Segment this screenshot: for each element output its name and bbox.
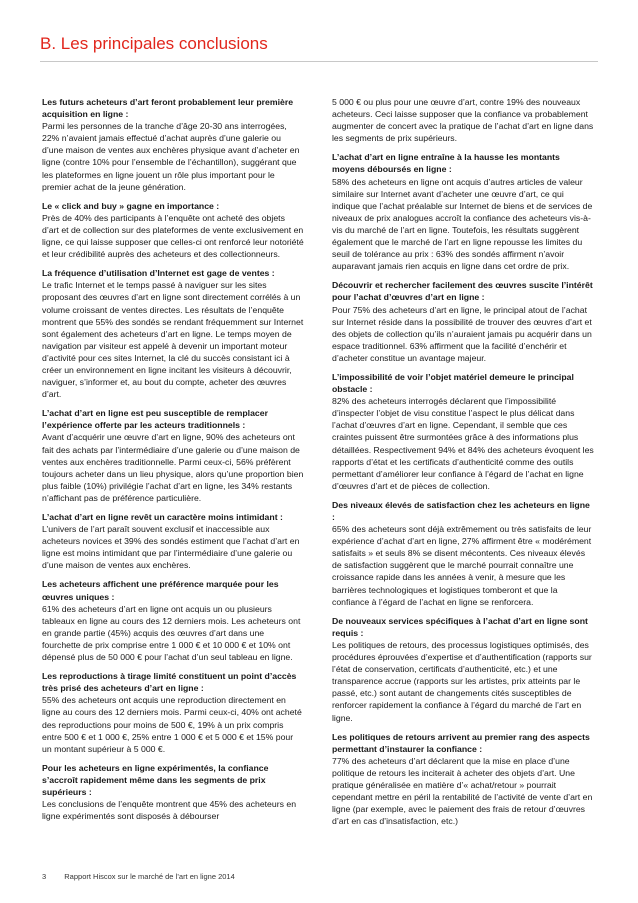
title-divider: [40, 61, 598, 62]
section-heading: De nouveaux services spécifiques à l’achat d’art en ligne sont requis :: [332, 615, 588, 638]
section-heading: L’achat d’art en ligne entraîne à la hausse les montants moyens déboursés en ligne :: [332, 152, 560, 175]
section-heading: La fréquence d’utilisation d’Internet est gage de ventes :: [42, 268, 275, 279]
page-footer: [42, 872, 235, 881]
section-heading: Pour les acheteurs en ligne expérimentés, la confiance s’accroît rapidement même dans les segments de prix supérieurs :: [42, 762, 269, 797]
section-heading: Les acheteurs affichent une préférence marquée pour les œuvres uniques :: [42, 579, 279, 602]
section: [42, 200, 304, 260]
section: [42, 96, 304, 193]
section-body: Parmi les personnes de la tranche d’âge 20-30 ans interrogées, 22% n’avaient jamais effectué d’achat auprès d’une galerie ou d’une maison de ventes aux enchères physique avant d’acheter en ligne (contre 10% pour l’ensemble de l’échantillon), suggérant que les plateformes en ligne jouent un rôle plus important pour le premier achat de la jeune génération.: [42, 121, 300, 192]
page-number: 3: [42, 872, 47, 881]
section: [332, 96, 594, 144]
section-body: Avant d’acquérir une œuvre d’art en ligne, 90% des acheteurs ont fait des achats par l’intermédiaire d’une galerie ou d’une maison de ventes aux enchères traditionnelle. Parmi ceux-ci, 56% préfèrent toujours acheter dans un lieu physique, alors qu’une proportion bien plus faible (10%) privilégie l’achat d’art en ligne, les 34% restants n’affichant pas de préférence particulière.: [42, 432, 304, 503]
section-body: 55% des acheteurs ont acquis une reproduction directement en ligne au cours des 12 derniers mois. Parmi ceux-ci, 40% ont acheté des reproductions pour moins de 500 €, 19% à un prix compris entre 500 € et 1 000 €, 25% entre 1 000 € et 5 000 € et 15% pour un montant supérieur à 5 000 €.: [42, 695, 302, 754]
section-body: L’univers de l’art paraît souvent exclusif et inaccessible aux acheteurs novices et 39% des sondés estiment que l’achat d’art en ligne est moins intimidant que par l’intermédiaire d’une galerie ou d’une maison de ventes aux enchères.: [42, 524, 300, 571]
section-heading: Des niveaux élevés de satisfaction chez les acheteurs en ligne :: [332, 499, 590, 522]
left-column: [42, 96, 304, 829]
section-heading: L’impossibilité de voir l’objet matériel demeure le principal obstacle :: [332, 371, 574, 395]
section-heading: L’achat d’art en ligne est peu susceptible de remplacer l’expérience offerte par les acteurs traditionnels :: [42, 408, 268, 431]
section-body: 5 000 € ou plus pour une œuvre d’art, contre 19% des nouveaux acheteurs. Ceci laisse supposer que la confiance va probablement augmenter de concert avec la pratique de l’achat d’art en ligne dans les segments de prix supérieurs.: [332, 97, 594, 144]
section: [42, 762, 304, 822]
section-body: Le trafic Internet et le temps passé à naviguer sur les sites proposant des œuvres d’art en ligne sont directement corrélés à un volume croissant de ventes directes. Les résultats de l’enquête montrent que 55% des sondés se rendant fréquemment sur Internet sont également des acheteurs d’art en ligne. Le temps moyen de navigation par visiteur est appelé à devenir un important moteur d’activité pour ces sites Internet, la clé du succès consistant ici à créer un environnement en ligne incitant les visiteurs à découvrir, naviguer, s’informer et, au bout du compte, acheter des œuvres d’art.: [42, 280, 304, 400]
section-body: Près de 40% des participants à l’enquête ont acheté des objets d’art et de collection sur des plateformes de vente exclusivement en ligne, ce qui laisse supposer que celles-ci ont renforcé leur notoriété et leur crédibilité auprès des acheteurs et des collectionneurs.: [42, 212, 304, 260]
section-body: 61% des acheteurs d’art en ligne ont acquis un ou plusieurs tableaux en ligne au cours des 12 derniers mois. Les acheteurs ont en grande partie (45%) acquis des œuvres d’art dans une fourchette de prix comprise entre 1 000 € et 10 000 € et 10% ont dépensé plus de 50 000 € pour l’achat d’un seul tableau en ligne.: [42, 603, 301, 663]
footer-label: Rapport Hiscox sur le marché de l’art en ligne 2014: [64, 872, 235, 881]
section-body: 65% des acheteurs sont déjà extrêmement ou très satisfaits de leur expérience d’achat d’art en ligne, 27% affirment être « modérément satisfaits » et seuls 8% se disent mécontents. Ces niveaux élevés de satisfaction suggèrent que le marché pourrait connaître une croissance rapide dans les années à venir, à mesure que les barrières technologiques et logistiques tomberont et que la confiance à l’égard de l’achat en ligne se renforcera.: [332, 524, 592, 607]
section-body: Les politiques de retours, des processus logistiques optimisés, des procédures éprouvées d’expertise et d’authentification (rapports sur l’état de conservation, certificats d’authenticité, etc.) et une transparence accrue (rapports sur les artistes, prix atteints par le passé, etc.) sont autant de changements cités susceptibles de renforcer rapidement la confiance à l’égard du marché de l’art en ligne.: [332, 639, 592, 723]
section-heading: Les futurs acheteurs d’art feront probablement leur première acquisition en ligne :: [42, 97, 294, 120]
section-body: 58% des acheteurs en ligne ont acquis d’autres articles de valeur similaire sur Internet avant d’acheter une œuvre d’art, ce qui indique que l’achat préalable sur Internet de biens et de services de niveaux de prix analogues accroît la confiance des acheteurs vis-à-vis du marché de l’art en ligne. Toutefois, les résultats suggèrent également que le marché de l’art en ligne repousse les limites du seuil de tolérance au prix : 63% des sondés affirment n’avoir auparavant jamais rien acquis en ligne dans cet ordre de prix.: [332, 176, 593, 272]
section: [332, 151, 594, 272]
right-column: [332, 96, 594, 834]
section: [42, 267, 304, 400]
section-body: 77% des acheteurs d’art déclarent que la mise en place d’une politique de retours les inciterait à acheter des objets d’art. Une pratique généralisée en matière d’« achat/retour » pourrait cependant mettre en péril la rentabilité de l’activité de vente d’art en ligne (par exemple, avec le paiement des frais de retour d’œuvres d’art en cas d’insatisfaction, etc.): [332, 755, 593, 827]
section-heading: Le « click and buy » gagne en importance :: [42, 200, 220, 211]
section: [42, 578, 304, 663]
section: [42, 511, 304, 571]
section: [332, 731, 594, 828]
section-heading: L’achat d’art en ligne revêt un caractère moins intimidant :: [42, 512, 283, 522]
section: [42, 407, 304, 504]
section-heading: Les reproductions à tirage limité constituent un point d’accès très prisé des acheteurs d’art en ligne :: [42, 671, 297, 694]
section-body: 82% des acheteurs interrogés déclarent que l’impossibilité d’inspecter l’objet de visu constitue l’aspect le plus délicat dans l’achat d’œuvres d’art en ligne. Cependant, il semble que ces craintes puissent être surmontées grâce à des informations plus détaillées. Respectivement 94% et 84% des acheteurs évoquent les rapports d’état et les certificats d’authenticité comme des outils permettant d’améliorer leur confiance à l’égard de l’achat en ligne d’œuvres d’art et de pièces de collection.: [332, 396, 594, 491]
section-heading: Les politiques de retours arrivent au premier rang des aspects permettant d’instaurer la confiance :: [332, 731, 590, 754]
section: [332, 279, 594, 364]
section-body: Pour 75% des acheteurs d’art en ligne, le principal atout de l’achat sur Internet réside dans la possibilité de trouver des œuvres d’art et des objets de collection qu’ils n’auraient jamais pu acquérir dans un espace traditionnel. 63% affirment que la facilité d’enchérir et d’acheter constitue un avantage majeur.: [332, 304, 592, 363]
section-heading: Découvrir et rechercher facilement des œuvres suscite l’intérêt pour l’achat d’œuvres d’art en ligne :: [332, 280, 593, 303]
section: [332, 499, 594, 608]
section: [332, 615, 594, 724]
section: [42, 670, 304, 755]
section-body: Les conclusions de l’enquête montrent que 45% des acheteurs en ligne expérimentés sont disposés à débourser: [42, 799, 297, 822]
section: [332, 371, 594, 492]
page-title: B. Les principales conclusions: [40, 34, 268, 53]
